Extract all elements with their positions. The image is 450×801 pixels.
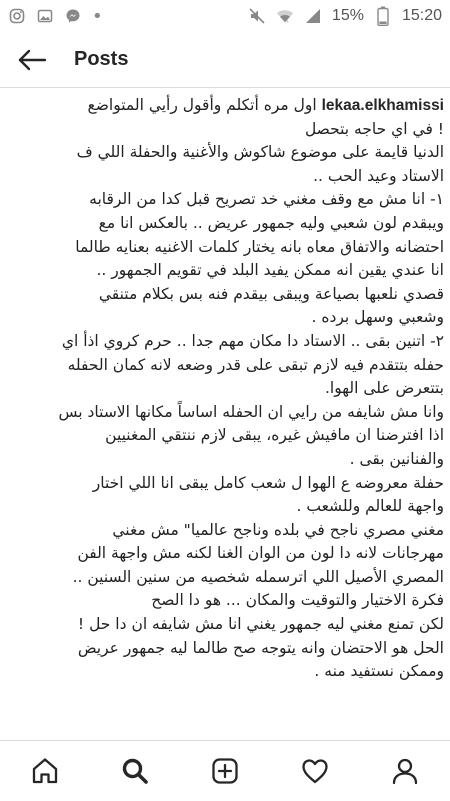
signal-icon [304, 7, 322, 25]
status-bar-right [248, 7, 442, 25]
add-post-icon [210, 756, 240, 786]
battery-percent: 15% [331, 7, 364, 24]
caption-line: وشعبي وسهل برده . [311, 308, 444, 327]
app-header [0, 32, 450, 88]
caption-line: حفلة معروضه ع الهوا ل شعب كامل يبقى انا اللي اختار [92, 473, 444, 492]
back-button[interactable] [12, 40, 52, 80]
caption-line: مغني مصري ناجح في بلده وناجح عالميا" مش مغني [112, 520, 444, 539]
caption-first-text: اول مره أتكلم وأقول رأيي المتواضع [87, 96, 317, 114]
caption-line: مهرجانات لانه دا لون من الوان الغنا لكنه مش واجهة الفن [77, 544, 444, 563]
activity-heart-icon [300, 756, 330, 786]
clock: 15:20 [401, 7, 442, 24]
nav-activity[interactable] [293, 749, 337, 793]
home-icon [30, 756, 60, 786]
caption-line: الحل هو الاحتضان وانه يتوجه صح طالما ليه جمهور عريض [77, 638, 444, 657]
nav-home[interactable] [23, 749, 67, 793]
caption-line: فكرة الاختيار والتوقيت والمكان ... هو دا الصح [151, 591, 444, 610]
caption-line: الدنيا قايمة على موضوع شاكوش والأغنية والحفلة اللي ف [76, 143, 444, 162]
post-caption [6, 94, 444, 684]
caption-line: والفنانين بقى . [349, 449, 444, 468]
mute-icon [248, 7, 266, 25]
caption-line: ويبقدم لون شعبي وليه جمهور عريض .. بالعكس انا مع [98, 213, 444, 232]
caption-line-first [6, 94, 444, 118]
bottom-navigation [0, 740, 450, 801]
status-bar [0, 0, 450, 32]
more-notifications-icon: • [92, 5, 103, 27]
nav-new-post[interactable] [203, 749, 247, 793]
image-icon [36, 7, 54, 25]
caption-line: ٢- اتنين بقى .. الاستاد دا مكان مهم جدا .. حرم كروي اذأ اي [61, 331, 444, 350]
caption-line: حفله بتتقدم فيه لازم تبقى على قدر وضعه لانه كمان الحفله [67, 355, 444, 374]
caption-line: لكن تمنع مغني ليه جمهور يغني انا مش شايفه ان دا حل ! [77, 615, 444, 634]
caption-line: الاستاد وعيد الحب .. [313, 166, 444, 185]
page-title: Posts [74, 48, 129, 70]
nav-search[interactable] [113, 749, 157, 793]
caption-line: واجهة للعالم وللشعب . [296, 497, 444, 516]
instagram-icon [8, 7, 26, 25]
caption-line: وممكن نستفيد منه . [314, 662, 444, 681]
nav-profile[interactable] [383, 749, 427, 793]
caption-line: اذا افترضنا ان مافيش غيره، يبقى لازم ننتقي المغنيين [105, 426, 444, 445]
caption-line: احتضانه والاتفاق معاه بانه يختار كلمات الاغنيه بعنايه طالما [75, 237, 444, 256]
caption-line: ! في اي حاجه بتحصل [304, 119, 444, 138]
svg-text:+: + [286, 19, 289, 25]
status-bar-left [8, 6, 103, 27]
caption-line: قصدي نلعبها بصياعة ويبقى بيقدم فنه بس بكلام متنقي [98, 284, 444, 303]
caption-line: المصري الأصيل اللي اترسمله شخصيه من سنين السنين .. [72, 567, 444, 586]
messenger-icon [64, 7, 82, 25]
post-caption-area [0, 94, 450, 740]
wifi-icon [276, 7, 294, 25]
caption-line: وانا مش شايفه من رايي ان الحفله اساساً مكانها الاستاد بس [58, 402, 444, 421]
back-arrow-icon [17, 49, 47, 71]
battery-icon [374, 7, 392, 25]
caption-line: ١- انا مش مع وقف مغني خد تصريح قبل كدا من الرقابه [89, 190, 444, 209]
caption-line: بتتعرض على الهوا. [324, 379, 444, 398]
caption-line: انا عندي يقين انه ممكن يفيد البلد في تقويم الجمهور .. [96, 261, 444, 280]
post-username[interactable]: lekaa.elkhamissi [321, 97, 444, 114]
search-icon [120, 756, 150, 786]
profile-icon [390, 756, 420, 786]
